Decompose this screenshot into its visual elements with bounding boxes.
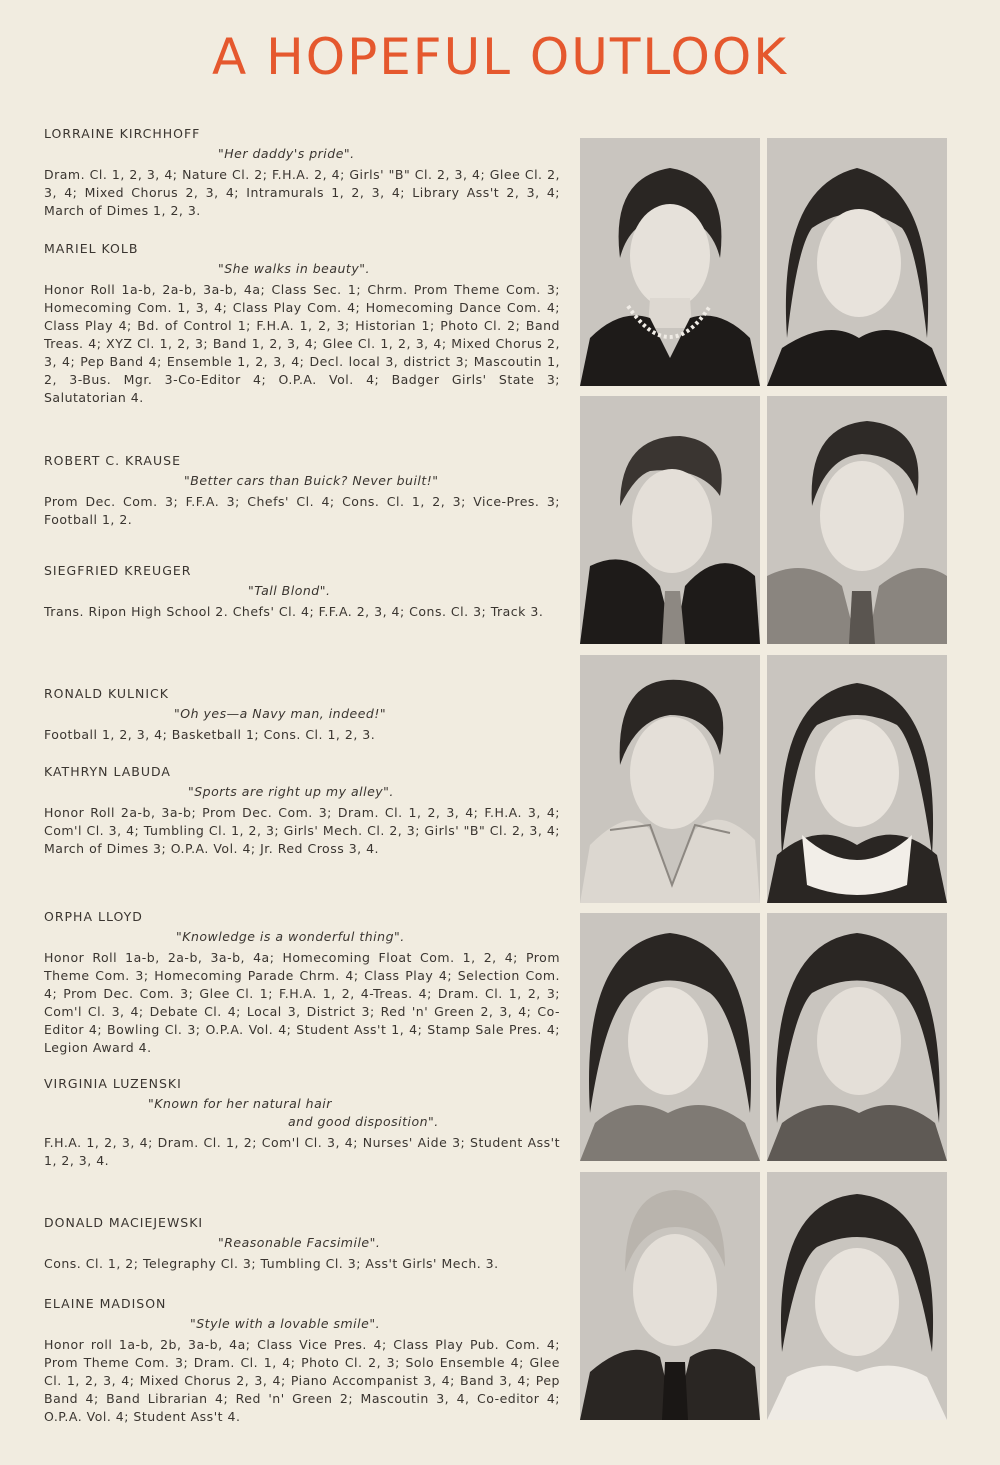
portrait-photo-labuda bbox=[767, 655, 947, 903]
portrait-photo-kolb bbox=[767, 138, 947, 386]
photo-row-1 bbox=[580, 138, 950, 386]
student-name: DONALD MACIEJEWSKI bbox=[44, 1215, 204, 1230]
student-activities: Dram. Cl. 1, 2, 3, 4; Nature Cl. 2; F.H.A. 2, 4; Girls' "B" Cl. 2, 3, 4; Glee Cl. 2, 3, 4; Mixed Chorus 2, 3, 4; Intramurals 1, 2, 3, 4; Library Ass't 2, 3, 4; March of Dimes 1, 2, 3. bbox=[44, 167, 560, 218]
entry-labuda bbox=[44, 764, 560, 858]
student-quote: "Her daddy's pride". bbox=[218, 146, 355, 161]
student-quote: "Knowledge is a wonderful thing". bbox=[176, 929, 405, 944]
student-activities: Honor Roll 1a-b, 2a-b, 3a-b, 4a; Class Sec. 1; Chrm. Prom Theme Com. 3; Homecoming Com. 1, 3, 4; Class Play Com. 4; Homecoming Dance Com. 4; Class Play 4; Bd. of Control 1; F.H.A. 1, 2, 3; Historian 1; Photo Cl. 2; Band Treas. 4; XYZ Cl. 1, 2, 3; Band 1, 2, 3, 4; Glee Cl. 1, 2, 3, 4; Mixed Chorus 2, 3, 4; Pep Band 4; Ensemble 1, 2, 3, 4; Decl. local 3, district 3; Mascoutin 1, 2, 3-Bus. Mgr. 3-Co-Editor 4; O.P.A. Vol. 4; Badger Girls' State 3; Salutatorian 4. bbox=[44, 282, 560, 405]
student-quote: "She walks in beauty". bbox=[218, 261, 370, 276]
student-quote: "Style with a lovable smile". bbox=[190, 1316, 381, 1331]
student-quote: "Better cars than Buick? Never built!" bbox=[184, 473, 439, 488]
portrait-photo-krause bbox=[580, 396, 760, 644]
entry-kolb bbox=[44, 241, 560, 407]
photo-row-5 bbox=[580, 1172, 950, 1420]
entry-krause bbox=[44, 453, 560, 529]
student-name: SIEGFRIED KREUGER bbox=[44, 563, 192, 578]
student-name: RONALD KULNICK bbox=[44, 686, 169, 701]
entry-lloyd bbox=[44, 909, 560, 1057]
student-quote-line-2: and good disposition". bbox=[288, 1114, 439, 1129]
entry-madison bbox=[44, 1296, 560, 1426]
student-activities: Trans. Ripon High School 2. Chefs' Cl. 4; F.F.A. 2, 3, 4; Cons. Cl. 3; Track 3. bbox=[44, 604, 544, 619]
student-activities: Prom Dec. Com. 3; F.F.A. 3; Chefs' Cl. 4; Cons. Cl. 1, 2, 3; Vice-Pres. 3; Football 1, 2. bbox=[44, 494, 560, 527]
photo-row-2 bbox=[580, 396, 950, 644]
student-name: ORPHA LLOYD bbox=[44, 909, 143, 924]
student-activities: F.H.A. 1, 2, 3, 4; Dram. Cl. 1, 2; Com'l Cl. 3, 4; Nurses' Aide 3; Student Ass't 1, 2, 3, 4. bbox=[44, 1135, 560, 1168]
entry-kirchhoff bbox=[44, 126, 560, 220]
student-quote: "Tall Blond". bbox=[248, 583, 331, 598]
portrait-photo-kreuger bbox=[767, 396, 947, 644]
student-activities: Football 1, 2, 3, 4; Basketball 1; Cons. Cl. 1, 2, 3. bbox=[44, 727, 376, 742]
student-quote: "Sports are right up my alley". bbox=[188, 784, 394, 799]
entry-luzenski bbox=[44, 1076, 560, 1170]
student-name: MARIEL KOLB bbox=[44, 241, 139, 256]
student-quote: "Reasonable Facsimile". bbox=[218, 1235, 381, 1250]
photo-row-4 bbox=[580, 913, 950, 1161]
student-name: ELAINE MADISON bbox=[44, 1296, 167, 1311]
entry-kulnick bbox=[44, 686, 560, 744]
page-title: A HOPEFUL OUTLOOK bbox=[212, 28, 788, 86]
entry-kreuger bbox=[44, 563, 560, 621]
student-quote: "Oh yes—a Navy man, indeed!" bbox=[174, 706, 387, 721]
portrait-photo-kirchhoff bbox=[580, 138, 760, 386]
student-quote: "Known for her natural hair bbox=[148, 1096, 332, 1111]
student-activities: Honor Roll 2a-b, 3a-b; Prom Dec. Com. 3; Dram. Cl. 1, 2, 3, 4; F.H.A. 3, 4; Com'l Cl. 3, 4; Tumbling Cl. 1, 2, 3; Girls' Mech. Cl. 2, 3; Girls' "B" Cl. 2, 3, 4; March of Dimes 3; O.P.A. Vol. 4; Jr. Red Cross 3, 4. bbox=[44, 805, 560, 856]
portrait-photo-madison bbox=[767, 1172, 947, 1420]
student-name: KATHRYN LABUDA bbox=[44, 764, 171, 779]
portrait-photo-maciejewski bbox=[580, 1172, 760, 1420]
student-activities: Cons. Cl. 1, 2; Telegraphy Cl. 3; Tumbling Cl. 3; Ass't Girls' Mech. 3. bbox=[44, 1256, 499, 1271]
student-name: VIRGINIA LUZENSKI bbox=[44, 1076, 182, 1091]
student-activities: Honor Roll 1a-b, 2a-b, 3a-b, 4a; Homecoming Float Com. 1, 2, 4; Prom Theme Com. 3; Homecoming Parade Chrm. 4; Class Play 4; Selection Com. 4; Prom Dec. Com. 3; Glee Cl. 1; F.H.A. 1, 2, 4-Treas. 4; Dram. Cl. 1, 2, 3; Com'l Cl. 3, 4; Debate Cl. 4; Local 3, District 3; Red 'n' Green 2, 3, 4; Co-Editor 4; Bowling Cl. 3; O.P.A. Vol. 4; Student Ass't 1, 4; Stamp Sale Pres. 4; Legion Award 4. bbox=[44, 950, 560, 1055]
portrait-photo-kulnick bbox=[580, 655, 760, 903]
portrait-photo-luzenski bbox=[767, 913, 947, 1161]
portrait-photo-lloyd bbox=[580, 913, 760, 1161]
student-activities: Honor roll 1a-b, 2b, 3a-b, 4a; Class Vice Pres. 4; Class Play Pub. Com. 4; Prom Theme Com. 3; Dram. Cl. 1, 4; Photo Cl. 2, 3; Solo Ensemble 4; Glee Cl. 1, 2, 3, 4; Mixed Chorus 2, 3, 4; Piano Accompanist 3, 4; Band 3, 4; Pep Band 4; Band Librarian 4; Red 'n' Green 2; Mascoutin 3, 4, Co-editor 4; O.P.A. Vol. 4; Student Ass't 4. bbox=[44, 1337, 560, 1424]
student-name: LORRAINE KIRCHHOFF bbox=[44, 126, 201, 141]
entry-maciejewski bbox=[44, 1215, 560, 1273]
photo-row-3 bbox=[580, 655, 950, 903]
student-name: ROBERT C. KRAUSE bbox=[44, 453, 181, 468]
